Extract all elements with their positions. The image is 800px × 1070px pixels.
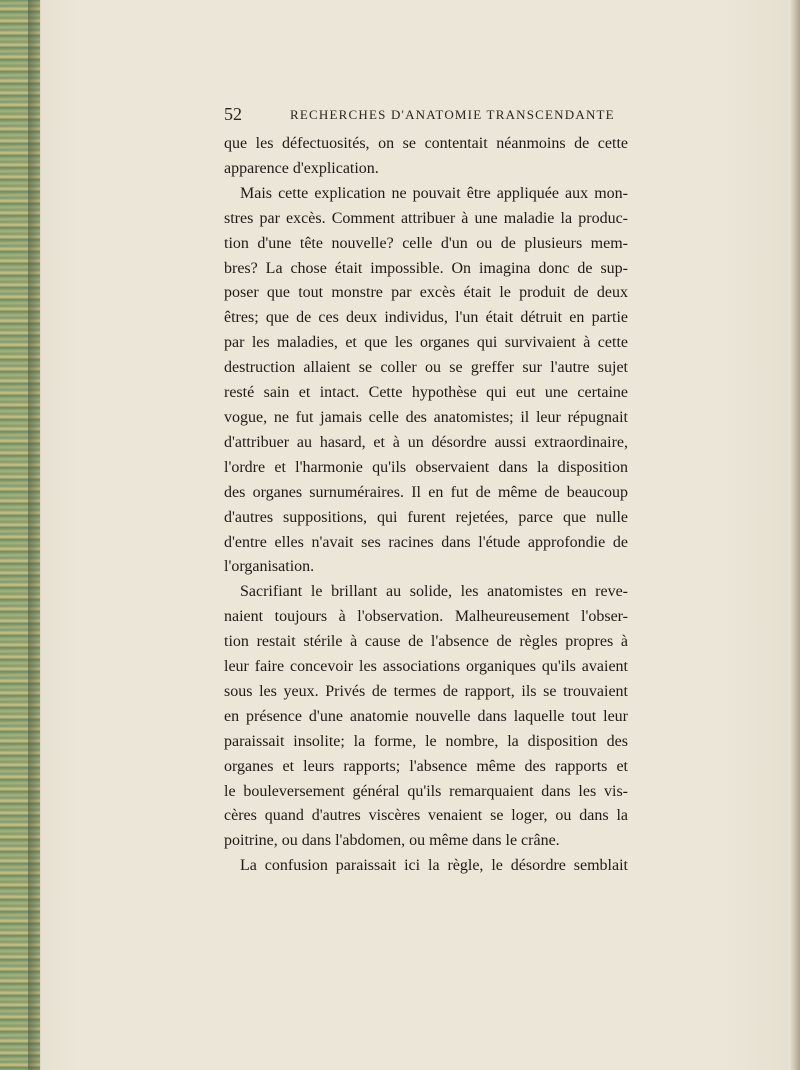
page-number: 52 (224, 104, 242, 124)
text-line: des organes surnuméraires. Il en fut de même de beaucoup (224, 483, 628, 501)
text-line: Sacrifiant le brillant au solide, les anatomistes en reve- (240, 583, 628, 601)
text-line: vogue, ne fut jamais celle des anatomistes; il leur répugnait (224, 408, 628, 426)
text-line: l'organisation. (224, 558, 315, 576)
text-line: poser que tout monstre par excès était le produit de deux (224, 284, 628, 302)
text-line: d'entre elles n'avait ses racines dans l'étude approfondie de (224, 533, 628, 551)
text-line: organes et leurs rapports; l'absence même des rapports et (224, 757, 628, 775)
text-line: tion restait stérile à cause de l'absence de règles propres à (224, 633, 628, 651)
text-line: tion d'une tête nouvelle? celle d'un ou de plusieurs mem- (224, 234, 628, 252)
text-line: La confusion paraissait ici la règle, le désordre semblait (240, 857, 628, 875)
text-line: stres par excès. Comment attribuer à une maladie la produc- (224, 209, 628, 227)
page-right-edge (790, 0, 800, 1070)
text-line: leur faire concevoir les associations organiques qu'ils avaient (224, 658, 628, 676)
text-line: d'autres suppositions, qui furent rejetées, parce que nulle (224, 508, 628, 526)
text-line: que les défectuosités, on se contentait néanmoins de cette (224, 135, 628, 152)
page-binding-edge (0, 0, 40, 1070)
page-header (224, 104, 624, 128)
text-line: resté sain et intact. Cette hypothèse qui eut une certaine (224, 384, 628, 402)
text-line: par les maladies, et que les organes qui survivaient à cette (224, 334, 628, 352)
running-title: RECHERCHES D'ANATOMIE TRANSCENDANTE (290, 107, 615, 122)
text-line: poitrine, ou dans l'abdomen, ou même dans le crâne. (224, 832, 560, 850)
body-text (224, 132, 628, 879)
text-line: le bouleversement général qu'ils remarquaient dans les vis- (224, 782, 628, 800)
text-line: cères quand d'autres viscères venaient se loger, ou dans la (224, 807, 628, 825)
text-line: êtres; que de ces deux individus, l'un était détruit en partie (224, 309, 628, 327)
text-line: Mais cette explication ne pouvait être appliquée aux mon- (240, 184, 628, 202)
text-line: destruction allaient se coller ou se greffer sur l'autre sujet (224, 359, 628, 377)
text-line: paraissait insolite; la forme, le nombre, la disposition des (224, 732, 628, 750)
text-line: apparence d'explication. (224, 159, 379, 177)
text-line: en présence d'une anatomie nouvelle dans laquelle tout leur (224, 707, 628, 725)
text-line: sous les yeux. Privés de termes de rapport, ils se trouvaient (224, 682, 628, 700)
text-line: l'ordre et l'harmonie qu'ils observaient dans la disposition (224, 458, 628, 476)
text-line: d'attribuer au hasard, et à un désordre aussi extraordinaire, (224, 433, 628, 451)
text-line: naient toujours à l'observation. Malheureusement l'obser- (224, 608, 628, 626)
text-line: bres? La chose était impossible. On imagina donc de sup- (224, 259, 628, 277)
